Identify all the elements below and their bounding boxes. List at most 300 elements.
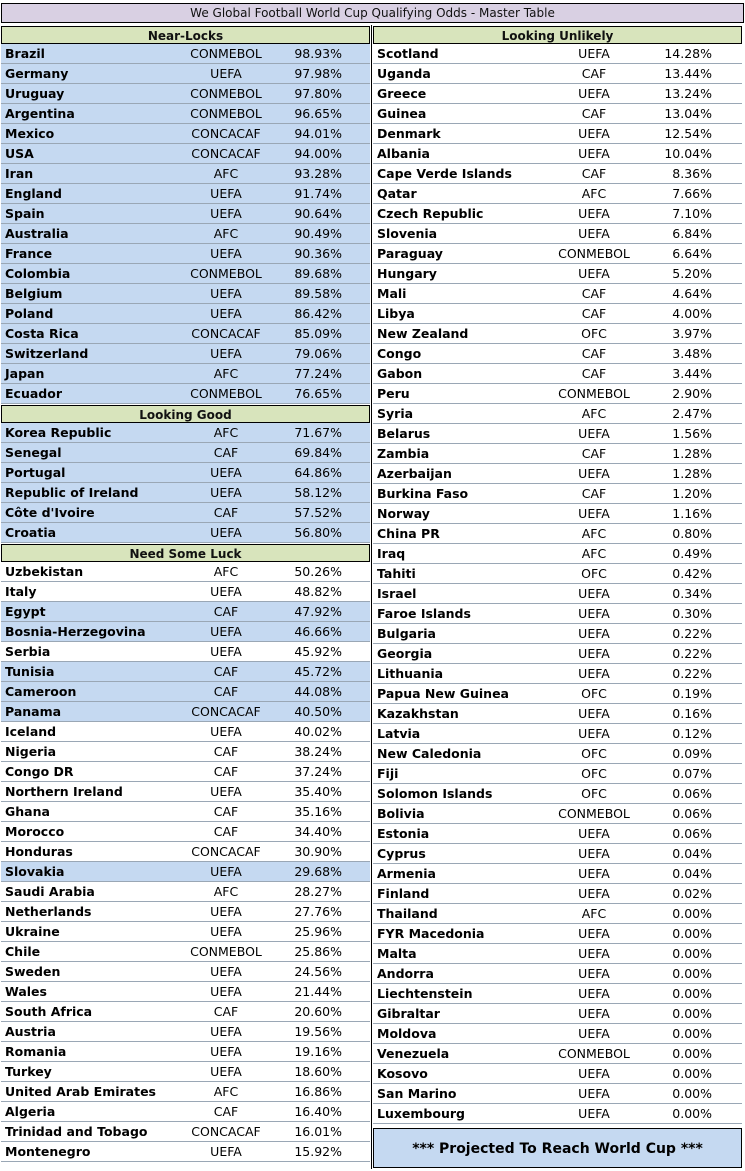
table-row-australia <box>1 224 370 244</box>
confederation: UEFA <box>578 946 610 961</box>
country-name: China PR <box>377 526 440 541</box>
odds-value: 16.40% <box>294 1104 342 1119</box>
country-name: Uruguay <box>5 86 65 101</box>
odds-value: 1.28% <box>672 446 712 461</box>
odds-value: 90.64% <box>294 206 342 221</box>
country-name: Mali <box>377 286 407 301</box>
confederation: CONMEBOL <box>190 266 262 281</box>
country-name: Mexico <box>5 126 55 141</box>
confederation: CAF <box>581 486 607 501</box>
odds-value: 19.56% <box>294 1024 342 1039</box>
confederation: UEFA <box>578 926 610 941</box>
country-name: Faroe Islands <box>377 606 471 621</box>
confederation: AFC <box>581 186 607 201</box>
confederation: CAF <box>213 1104 239 1119</box>
country-name: France <box>5 246 53 261</box>
confederation: UEFA <box>210 1064 242 1079</box>
table-row-new-caledonia <box>373 744 742 764</box>
table-row-papua-new-guinea <box>373 684 742 704</box>
odds-value: 64.86% <box>294 465 342 480</box>
country-name: Gabon <box>377 366 423 381</box>
confederation: UEFA <box>210 346 242 361</box>
odds-value: 45.72% <box>294 664 342 679</box>
confederation: CONMEBOL <box>558 386 630 401</box>
table-row-switzerland <box>1 344 370 364</box>
confederation: CAF <box>581 106 607 121</box>
table-row-estonia <box>373 824 742 844</box>
odds-value: 40.02% <box>294 724 342 739</box>
odds-value: 0.04% <box>672 866 712 881</box>
confederation: AFC <box>581 546 607 561</box>
table-row-new-zealand <box>373 324 742 344</box>
table-row-korea-republic <box>1 423 370 443</box>
odds-value: 98.93% <box>294 46 342 61</box>
confederation: UEFA <box>210 624 242 639</box>
odds-value: 0.00% <box>672 946 712 961</box>
table-row-venezuela <box>373 1044 742 1064</box>
confederation: AFC <box>213 226 239 241</box>
confederation: UEFA <box>578 706 610 721</box>
confederation: CONCACAF <box>191 844 261 859</box>
odds-value: 35.40% <box>294 784 342 799</box>
confederation: UEFA <box>578 1066 610 1081</box>
table-row-scotland <box>373 44 742 64</box>
country-name: Uzbekistan <box>5 564 84 579</box>
odds-value: 12.54% <box>664 126 712 141</box>
odds-value: 18.60% <box>294 1064 342 1079</box>
confederation: UEFA <box>578 726 610 741</box>
table-row-italy <box>1 582 370 602</box>
country-name: Slovenia <box>377 226 438 241</box>
country-name: Azerbaijan <box>377 466 452 481</box>
country-name: Germany <box>5 66 69 81</box>
odds-value: 91.74% <box>294 186 342 201</box>
table-row-romania <box>1 1042 370 1062</box>
country-name: Korea Republic <box>5 425 112 440</box>
table-row-trinidad-and-tobago <box>1 1122 370 1142</box>
table-row-norway <box>373 504 742 524</box>
table-row-cape-verde-islands <box>373 164 742 184</box>
table-row-qatar <box>373 184 742 204</box>
table-row-ukraine <box>1 922 370 942</box>
country-name: Montenegro <box>5 1144 91 1159</box>
table-row-luxembourg <box>373 1104 742 1124</box>
country-name: Belarus <box>377 426 431 441</box>
confederation: CAF <box>581 346 607 361</box>
table-row-cyprus <box>373 844 742 864</box>
country-name: Senegal <box>5 445 62 460</box>
country-name: New Caledonia <box>377 746 482 761</box>
confederation: OFC <box>581 566 607 581</box>
confederation: UEFA <box>578 1006 610 1021</box>
odds-value: 0.07% <box>672 766 712 781</box>
confederation: AFC <box>213 884 239 899</box>
confederation: CONMEBOL <box>190 106 262 121</box>
odds-value: 2.47% <box>672 406 712 421</box>
country-name: USA <box>5 146 34 161</box>
odds-value: 5.20% <box>672 266 712 281</box>
confederation: CAF <box>213 604 239 619</box>
odds-value: 97.98% <box>294 66 342 81</box>
odds-value: 90.49% <box>294 226 342 241</box>
table-row-solomon-islands <box>373 784 742 804</box>
confederation: UEFA <box>210 584 242 599</box>
odds-value: 35.16% <box>294 804 342 819</box>
confederation: CAF <box>213 744 239 759</box>
confederation: AFC <box>213 366 239 381</box>
confederation: UEFA <box>578 586 610 601</box>
odds-value: 25.96% <box>294 924 342 939</box>
odds-value: 0.12% <box>672 726 712 741</box>
confederation: UEFA <box>578 1086 610 1101</box>
odds-value: 29.68% <box>294 864 342 879</box>
country-name: Romania <box>5 1044 67 1059</box>
confederation: UEFA <box>578 146 610 161</box>
odds-value: 0.22% <box>672 666 712 681</box>
table-row-croatia <box>1 523 370 543</box>
country-name: Syria <box>377 406 414 421</box>
odds-value: 14.28% <box>664 46 712 61</box>
table-row-burkina-faso <box>373 484 742 504</box>
confederation: UEFA <box>210 206 242 221</box>
table-row-cameroon <box>1 682 370 702</box>
odds-value: 1.56% <box>672 426 712 441</box>
table-row-mexico <box>1 124 370 144</box>
odds-value: 94.01% <box>294 126 342 141</box>
table-row-honduras <box>1 842 370 862</box>
country-name: Portugal <box>5 465 66 480</box>
odds-value: 30.90% <box>294 844 342 859</box>
country-name: Egypt <box>5 604 46 619</box>
odds-value: 38.24% <box>294 744 342 759</box>
odds-value: 0.02% <box>672 886 712 901</box>
table-row-china-pr <box>373 524 742 544</box>
table-row-japan <box>1 364 370 384</box>
table-row-austria <box>1 1022 370 1042</box>
confederation: UEFA <box>210 784 242 799</box>
odds-value: 76.65% <box>294 386 342 401</box>
odds-value: 4.64% <box>672 286 712 301</box>
table-row-ghana <box>1 802 370 822</box>
country-name: Northern Ireland <box>5 784 123 799</box>
table-row-bosnia-herzegovina <box>1 622 370 642</box>
table-row-latvia <box>373 724 742 744</box>
country-name: San Marino <box>377 1086 457 1101</box>
odds-value: 0.00% <box>672 1046 712 1061</box>
table-row-england <box>1 184 370 204</box>
confederation: UEFA <box>578 866 610 881</box>
country-name: Solomon Islands <box>377 786 493 801</box>
country-name: Honduras <box>5 844 73 859</box>
odds-value: 0.00% <box>672 1066 712 1081</box>
country-name: Fiji <box>377 766 399 781</box>
country-name: Republic of Ireland <box>5 485 139 500</box>
country-name: South Africa <box>5 1004 93 1019</box>
odds-value: 85.09% <box>294 326 342 341</box>
confederation: CAF <box>213 445 239 460</box>
table-row-bolivia <box>373 804 742 824</box>
confederation: UEFA <box>578 886 610 901</box>
confederation: UEFA <box>210 246 242 261</box>
table-row-wales <box>1 982 370 1002</box>
country-name: Côte d'Ivoire <box>5 505 95 520</box>
confederation: AFC <box>213 166 239 181</box>
odds-value: 16.01% <box>294 1124 342 1139</box>
confederation: UEFA <box>578 1026 610 1041</box>
country-name: Sweden <box>5 964 61 979</box>
table-row-peru <box>373 384 742 404</box>
country-name: Moldova <box>377 1026 437 1041</box>
section-header-near-locks: Near-Locks <box>1 26 370 44</box>
confederation: CAF <box>213 505 239 520</box>
table-row-colombia <box>1 264 370 284</box>
table-row-slovenia <box>373 224 742 244</box>
country-name: Burkina Faso <box>377 486 469 501</box>
confederation: UEFA <box>210 66 242 81</box>
odds-value: 15.92% <box>294 1144 342 1159</box>
country-name: Thailand <box>377 906 438 921</box>
odds-value: 7.66% <box>672 186 712 201</box>
table-row-gibraltar <box>373 1004 742 1024</box>
country-name: New Zealand <box>377 326 469 341</box>
confederation: CAF <box>213 764 239 779</box>
confederation: UEFA <box>578 506 610 521</box>
country-name: Uganda <box>377 66 431 81</box>
country-name: Morocco <box>5 824 65 839</box>
table-row-kosovo <box>373 1064 742 1084</box>
confederation: UEFA <box>210 1144 242 1159</box>
confederation: UEFA <box>578 126 610 141</box>
projected-legend: *** Projected To Reach World Cup *** <box>373 1128 742 1168</box>
table-row-azerbaijan <box>373 464 742 484</box>
confederation: OFC <box>581 326 607 341</box>
table-row-greece <box>373 84 742 104</box>
confederation: CONMEBOL <box>558 1046 630 1061</box>
table-row-slovakia <box>1 862 370 882</box>
confederation: OFC <box>581 786 607 801</box>
country-name: Brazil <box>5 46 45 61</box>
country-name: Israel <box>377 586 417 601</box>
odds-value: 3.97% <box>672 326 712 341</box>
odds-value: 40.50% <box>294 704 342 719</box>
country-name: Zambia <box>377 446 430 461</box>
odds-value: 0.00% <box>672 1106 712 1121</box>
country-name: Finland <box>377 886 430 901</box>
country-name: Iran <box>5 166 34 181</box>
confederation: CAF <box>581 366 607 381</box>
odds-value: 0.00% <box>672 1026 712 1041</box>
country-name: United Arab Emirates <box>5 1084 157 1099</box>
odds-value: 3.48% <box>672 346 712 361</box>
table-row-andorra <box>373 964 742 984</box>
confederation: CAF <box>581 306 607 321</box>
table-row-south-africa <box>1 1002 370 1022</box>
confederation: CONMEBOL <box>558 806 630 821</box>
confederation: CAF <box>581 166 607 181</box>
table-row-spain <box>1 204 370 224</box>
table-row-libya <box>373 304 742 324</box>
country-name: Saudi Arabia <box>5 884 95 899</box>
table-row-albania <box>373 144 742 164</box>
confederation: UEFA <box>578 846 610 861</box>
table-row-turkey <box>1 1062 370 1082</box>
confederation: UEFA <box>210 924 242 939</box>
country-name: Spain <box>5 206 45 221</box>
table-row-sweden <box>1 962 370 982</box>
odds-value: 2.90% <box>672 386 712 401</box>
confederation: UEFA <box>578 666 610 681</box>
table-row-finland <box>373 884 742 904</box>
country-name: Nigeria <box>5 744 57 759</box>
section-header-looking-good: Looking Good <box>1 405 370 423</box>
table-row-poland <box>1 304 370 324</box>
confederation: CAF <box>213 1004 239 1019</box>
table-row-guinea <box>373 104 742 124</box>
confederation: UEFA <box>210 286 242 301</box>
country-name: Chile <box>5 944 41 959</box>
table-row-tahiti <box>373 564 742 584</box>
table-row-costa-rica <box>1 324 370 344</box>
confederation: UEFA <box>578 86 610 101</box>
confederation: CAF <box>213 804 239 819</box>
confederation: CAF <box>581 66 607 81</box>
country-name: Kazakhstan <box>377 706 459 721</box>
country-name: Congo <box>377 346 422 361</box>
odds-value: 6.64% <box>672 246 712 261</box>
confederation: AFC <box>581 906 607 921</box>
odds-value: 0.34% <box>672 586 712 601</box>
table-row-germany <box>1 64 370 84</box>
country-name: Costa Rica <box>5 326 79 341</box>
odds-value: 37.24% <box>294 764 342 779</box>
country-name: Iraq <box>377 546 406 561</box>
odds-value: 90.36% <box>294 246 342 261</box>
table-row-serbia <box>1 642 370 662</box>
odds-value: 19.16% <box>294 1044 342 1059</box>
table-row-gabon <box>373 364 742 384</box>
country-name: Italy <box>5 584 37 599</box>
column-divider <box>371 25 372 1169</box>
odds-value: 50.26% <box>294 564 342 579</box>
table-title: We Global Football World Cup Qualifying Odds - Master Table <box>1 3 744 23</box>
odds-value: 0.00% <box>672 1006 712 1021</box>
table-row-panama <box>1 702 370 722</box>
confederation: UEFA <box>578 426 610 441</box>
country-name: Panama <box>5 704 62 719</box>
section-header-need-some-luck: Need Some Luck <box>1 544 370 562</box>
confederation: UEFA <box>210 864 242 879</box>
table-row-senegal <box>1 443 370 463</box>
country-name: Albania <box>377 146 430 161</box>
confederation: CAF <box>581 286 607 301</box>
confederation: CONCACAF <box>191 326 261 341</box>
confederation: CAF <box>213 684 239 699</box>
odds-value: 0.22% <box>672 626 712 641</box>
table-row-republic-of-ireland <box>1 483 370 503</box>
country-name: Malta <box>377 946 417 961</box>
odds-value: 47.92% <box>294 604 342 619</box>
confederation: CAF <box>213 824 239 839</box>
confederation: UEFA <box>210 465 242 480</box>
table-row-moldova <box>373 1024 742 1044</box>
confederation: CAF <box>213 664 239 679</box>
table-row-fiji <box>373 764 742 784</box>
table-row-congo-dr <box>1 762 370 782</box>
odds-value: 69.84% <box>294 445 342 460</box>
table-row-nigeria <box>1 742 370 762</box>
odds-value: 44.08% <box>294 684 342 699</box>
table-row-northern-ireland <box>1 782 370 802</box>
table-row-uganda <box>373 64 742 84</box>
table-row-paraguay <box>373 244 742 264</box>
table-row-syria <box>373 404 742 424</box>
table-row-ecuador <box>1 384 370 404</box>
odds-value: 0.04% <box>672 846 712 861</box>
confederation: CONMEBOL <box>558 246 630 261</box>
confederation: UEFA <box>210 525 242 540</box>
country-name: Serbia <box>5 644 51 659</box>
table-row-faroe-islands <box>373 604 742 624</box>
country-name: Bosnia-Herzegovina <box>5 624 146 639</box>
odds-value: 0.06% <box>672 786 712 801</box>
country-name: Czech Republic <box>377 206 484 221</box>
confederation: CONMEBOL <box>190 86 262 101</box>
odds-value: 16.86% <box>294 1084 342 1099</box>
odds-value: 86.42% <box>294 306 342 321</box>
table-row-iceland <box>1 722 370 742</box>
confederation: UEFA <box>210 644 242 659</box>
country-name: Congo DR <box>5 764 74 779</box>
confederation: CONCACAF <box>191 126 261 141</box>
odds-value: 71.67% <box>294 425 342 440</box>
odds-value: 0.06% <box>672 826 712 841</box>
country-name: FYR Macedonia <box>377 926 485 941</box>
confederation: OFC <box>581 746 607 761</box>
right-column <box>373 25 742 1168</box>
country-name: Tunisia <box>5 664 55 679</box>
odds-value: 96.65% <box>294 106 342 121</box>
table-row-bulgaria <box>373 624 742 644</box>
odds-value: 21.44% <box>294 984 342 999</box>
odds-value: 0.80% <box>672 526 712 541</box>
country-name: Armenia <box>377 866 436 881</box>
country-name: Venezuela <box>377 1046 450 1061</box>
table-row-kazakhstan <box>373 704 742 724</box>
country-name: Luxembourg <box>377 1106 465 1121</box>
odds-value: 94.00% <box>294 146 342 161</box>
confederation: UEFA <box>210 984 242 999</box>
table-row-fyr-macedonia <box>373 924 742 944</box>
confederation: UEFA <box>578 826 610 841</box>
confederation: UEFA <box>578 606 610 621</box>
confederation: CONMEBOL <box>190 46 262 61</box>
table-row-thailand <box>373 904 742 924</box>
country-name: Ghana <box>5 804 50 819</box>
country-name: Peru <box>377 386 410 401</box>
odds-value: 97.80% <box>294 86 342 101</box>
odds-value: 58.12% <box>294 485 342 500</box>
odds-value: 7.10% <box>672 206 712 221</box>
confederation: CONCACAF <box>191 704 261 719</box>
table-row-egypt <box>1 602 370 622</box>
table-row-iraq <box>373 544 742 564</box>
confederation: UEFA <box>578 966 610 981</box>
country-name: Papua New Guinea <box>377 686 509 701</box>
table-row-brazil <box>1 44 370 64</box>
confederation: UEFA <box>578 986 610 1001</box>
odds-value: 20.60% <box>294 1004 342 1019</box>
odds-value: 13.44% <box>664 66 712 81</box>
